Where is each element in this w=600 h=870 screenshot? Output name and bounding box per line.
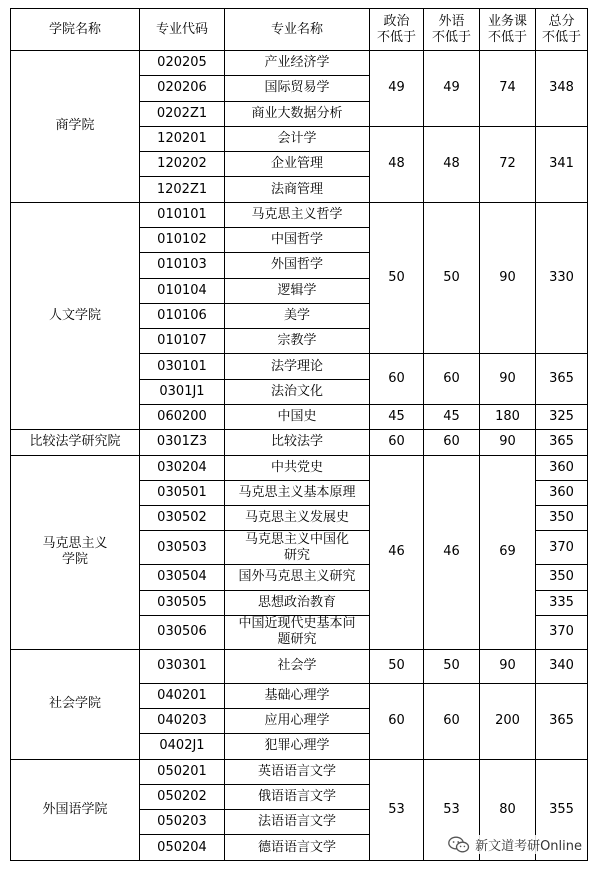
major-name-cell: 宗教学: [225, 329, 370, 354]
major-code-cell: 010106: [140, 303, 225, 328]
professional-score-cell: 90: [480, 202, 536, 354]
professional-score-cell: 90: [480, 430, 536, 455]
total-score-cell: 325: [536, 404, 588, 429]
major-name-cell: 国际贸易学: [225, 76, 370, 101]
foreign-score-cell: 45: [424, 404, 480, 429]
college-name-cell: 人文学院: [11, 202, 140, 430]
politics-score-cell: 49: [370, 51, 424, 127]
watermark: [448, 835, 582, 854]
major-code-cell: 050202: [140, 784, 225, 809]
total-score-cell: 360: [536, 455, 588, 480]
major-name-cell: 基础心理学: [225, 683, 370, 708]
total-score-cell: 340: [536, 649, 588, 683]
college-name-cell: 商学院: [11, 51, 140, 203]
major-name-cell: 德语语言文学: [225, 835, 370, 861]
foreign-score-cell: 50: [424, 202, 480, 354]
watermark-text: 新文道考研Online: [475, 839, 582, 854]
politics-score-cell: 48: [370, 126, 424, 202]
major-name-cell: 中国近现代史基本问 题研究: [225, 615, 370, 649]
professional-score-cell: 72: [480, 126, 536, 202]
major-code-cell: 0301Z3: [140, 430, 225, 455]
total-score-cell: 355: [536, 759, 588, 860]
foreign-score-cell: 53: [424, 759, 480, 860]
major-name-cell: 马克思主义发展史: [225, 506, 370, 531]
total-score-cell: 365: [536, 354, 588, 405]
politics-score-cell: 53: [370, 759, 424, 860]
major-name-cell: 法商管理: [225, 177, 370, 202]
major-code-cell: 020206: [140, 76, 225, 101]
major-code-cell: 0402J1: [140, 734, 225, 759]
major-name-cell: 应用心理学: [225, 708, 370, 733]
header-foreign: 外语 不低于: [424, 9, 480, 51]
major-name-cell: 马克思主义中国化 研究: [225, 531, 370, 565]
major-code-cell: 010107: [140, 329, 225, 354]
total-score-cell: 350: [536, 565, 588, 590]
major-code-cell: 030204: [140, 455, 225, 480]
politics-score-cell: 50: [370, 202, 424, 354]
major-code-cell: 0202Z1: [140, 101, 225, 126]
major-code-cell: 030505: [140, 590, 225, 615]
major-code-cell: 010103: [140, 253, 225, 278]
score-table: [10, 8, 588, 861]
major-code-cell: 010102: [140, 227, 225, 252]
major-code-cell: 1202Z1: [140, 177, 225, 202]
header-politics: 政治 不低于: [370, 9, 424, 51]
table-row: [11, 455, 588, 480]
total-score-cell: 348: [536, 51, 588, 127]
major-name-cell: 社会学: [225, 649, 370, 683]
professional-score-cell: 200: [480, 683, 536, 759]
foreign-score-cell: 50: [424, 649, 480, 683]
major-code-cell: 030502: [140, 506, 225, 531]
politics-score-cell: 60: [370, 430, 424, 455]
professional-score-cell: 74: [480, 51, 536, 127]
major-code-cell: 010101: [140, 202, 225, 227]
total-score-cell: 341: [536, 126, 588, 202]
college-name-cell: 社会学院: [11, 649, 140, 759]
major-name-cell: 法学理论: [225, 354, 370, 379]
major-name-cell: 英语语言文学: [225, 759, 370, 784]
major-code-cell: 050203: [140, 810, 225, 835]
professional-score-cell: 69: [480, 455, 536, 649]
header-college: 学院名称: [11, 9, 140, 51]
major-code-cell: 120201: [140, 126, 225, 151]
foreign-score-cell: 48: [424, 126, 480, 202]
major-code-cell: 030301: [140, 649, 225, 683]
major-name-cell: 会计学: [225, 126, 370, 151]
politics-score-cell: 50: [370, 649, 424, 683]
total-score-cell: 330: [536, 202, 588, 354]
major-code-cell: 010104: [140, 278, 225, 303]
professional-score-cell: 90: [480, 649, 536, 683]
major-code-cell: 030504: [140, 565, 225, 590]
total-score-cell: 370: [536, 531, 588, 565]
politics-score-cell: 60: [370, 354, 424, 405]
major-name-cell: 马克思主义哲学: [225, 202, 370, 227]
politics-score-cell: 45: [370, 404, 424, 429]
major-code-cell: 020205: [140, 51, 225, 76]
major-name-cell: 美学: [225, 303, 370, 328]
major-code-cell: 050204: [140, 835, 225, 861]
total-score-cell: 360: [536, 480, 588, 505]
major-name-cell: 俄语语言文学: [225, 784, 370, 809]
total-score-cell: 335: [536, 590, 588, 615]
foreign-score-cell: 60: [424, 430, 480, 455]
table-row: [11, 430, 588, 455]
major-code-cell: 040203: [140, 708, 225, 733]
major-code-cell: 030101: [140, 354, 225, 379]
major-code-cell: 030503: [140, 531, 225, 565]
politics-score-cell: 60: [370, 683, 424, 759]
major-code-cell: 060200: [140, 404, 225, 429]
foreign-score-cell: 60: [424, 683, 480, 759]
politics-score-cell: 46: [370, 455, 424, 649]
table-row: [11, 202, 588, 227]
table-row: [11, 51, 588, 76]
foreign-score-cell: 60: [424, 354, 480, 405]
major-code-cell: 040201: [140, 683, 225, 708]
professional-score-cell: 180: [480, 404, 536, 429]
header-total: 总分 不低于: [536, 9, 588, 51]
total-score-cell: 370: [536, 615, 588, 649]
major-name-cell: 国外马克思主义研究: [225, 565, 370, 590]
major-code-cell: 120202: [140, 152, 225, 177]
major-code-cell: 030501: [140, 480, 225, 505]
major-name-cell: 企业管理: [225, 152, 370, 177]
professional-score-cell: 80: [480, 759, 536, 860]
major-name-cell: 比较法学: [225, 430, 370, 455]
major-code-cell: 030506: [140, 615, 225, 649]
total-score-cell: 365: [536, 430, 588, 455]
table-row: [11, 759, 588, 784]
major-name-cell: 逻辑学: [225, 278, 370, 303]
major-name-cell: 法治文化: [225, 379, 370, 404]
college-name-cell: 马克思主义 学院: [11, 455, 140, 649]
major-name-cell: 商业大数据分析: [225, 101, 370, 126]
total-score-cell: 350: [536, 506, 588, 531]
professional-score-cell: 90: [480, 354, 536, 405]
major-name-cell: 犯罪心理学: [225, 734, 370, 759]
major-code-cell: 050201: [140, 759, 225, 784]
foreign-score-cell: 49: [424, 51, 480, 127]
major-name-cell: 中国哲学: [225, 227, 370, 252]
total-score-cell: 365: [536, 683, 588, 759]
major-name-cell: 外国哲学: [225, 253, 370, 278]
major-code-cell: 0301J1: [140, 379, 225, 404]
header-major: 专业名称: [225, 9, 370, 51]
major-name-cell: 法语语言文学: [225, 810, 370, 835]
major-name-cell: 中国史: [225, 404, 370, 429]
college-name-cell: 比较法学研究院: [11, 430, 140, 455]
foreign-score-cell: 46: [424, 455, 480, 649]
major-name-cell: 产业经济学: [225, 51, 370, 76]
college-name-cell: 外国语学院: [11, 759, 140, 860]
header-professional: 业务课 不低于: [480, 9, 536, 51]
table-body: [11, 51, 588, 861]
major-name-cell: 马克思主义基本原理: [225, 480, 370, 505]
header-row: [11, 9, 588, 51]
major-name-cell: 思想政治教育: [225, 590, 370, 615]
major-name-cell: 中共党史: [225, 455, 370, 480]
wechat-icon: [448, 836, 470, 854]
table-row: [11, 649, 588, 683]
header-code: 专业代码: [140, 9, 225, 51]
